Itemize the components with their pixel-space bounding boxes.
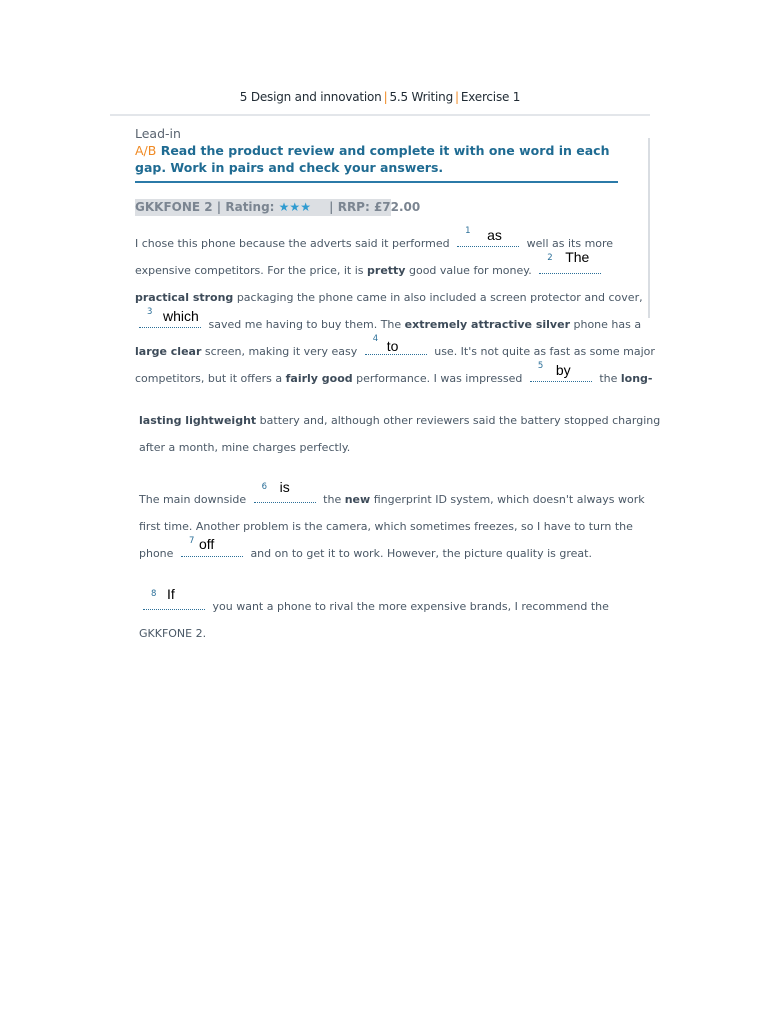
review-line: GKKFONE 2.: [139, 627, 207, 640]
gap-7-answer: off: [198, 536, 215, 552]
exercise-header: [110, 90, 650, 104]
rating-stars: ★★★: [278, 200, 311, 214]
instruction-divider: [135, 181, 618, 183]
review-line: practical strong packaging the phone came in also included a screen protector and cover,: [135, 291, 643, 304]
panel-border: [648, 138, 650, 318]
product-name-label: GKKFONE 2 | Rating:: [135, 200, 275, 214]
gap-8-input[interactable]: 8 If: [143, 595, 205, 610]
rrp-label: | RRP: £72.00: [329, 200, 421, 214]
gap-3-input[interactable]: 3 which: [139, 313, 201, 328]
gap-4-answer: to: [386, 338, 399, 354]
separator: |: [455, 90, 459, 104]
product-rating-bar: [135, 199, 421, 216]
exercise-title: Exercise 1: [460, 90, 521, 104]
review-line: large clear screen, making it very easy 4 to use. It's not quite as fast as some major: [135, 334, 655, 358]
review-line: I chose this phone because the adverts said it performed 1 as well as its more: [135, 230, 613, 257]
instruction: [135, 142, 625, 176]
review-line: expensive competitors. For the price, it is pretty good value for money. 2 The: [135, 257, 605, 284]
separator: |: [383, 90, 388, 104]
lesson-title: 5.5 Writing: [389, 90, 453, 104]
review-line: phone 7 off and on to get it to work. However, the picture quality is great.: [139, 540, 592, 567]
gap-3-answer: which: [163, 308, 199, 324]
review-line: 8 If you want a phone to rival the more expensive brands, I recommend the: [139, 593, 609, 620]
instruction-prefix: A/B: [135, 143, 157, 158]
gap-1-input[interactable]: 1 as: [457, 232, 519, 247]
review-line: The main downside 6 is the new fingerprint ID system, which doesn't always work: [139, 486, 645, 513]
gap-6-input[interactable]: 6 is: [254, 488, 316, 503]
header-divider: [110, 114, 650, 116]
gap-2-input[interactable]: 2 The: [539, 259, 601, 274]
unit-title: 5 Design and innovation: [239, 90, 382, 104]
gap-6-answer: is: [279, 479, 290, 495]
review-line: first time. Another problem is the camera, which sometimes freezes, so I have to turn the: [139, 520, 633, 533]
gap-8-answer: If: [167, 586, 175, 602]
review-line: after a month, mine charges perfectly.: [139, 441, 351, 454]
review-line: lasting lightweight battery and, although other reviewers said the battery stopped charging: [139, 414, 661, 427]
lead-in-heading: Lead-in: [135, 126, 181, 141]
gap-1-answer: as: [487, 227, 502, 243]
review-line: competitors, but it offers a fairly good performance. I was impressed 5 by the long-: [135, 365, 653, 392]
gap-2-answer: The: [565, 249, 590, 265]
gap-5-answer: by: [555, 362, 571, 378]
gap-4-input[interactable]: 4 to: [365, 340, 427, 355]
review-line: 3 which saved me having to buy them. The extremely attractive silver phone has a: [135, 311, 641, 338]
gap-5-input[interactable]: 5 by: [530, 367, 592, 382]
instruction-text: Read the product review and complete it with one word in each gap. Work in pairs and check your answers.: [135, 143, 610, 175]
gap-7-input[interactable]: 7 off: [181, 542, 243, 557]
